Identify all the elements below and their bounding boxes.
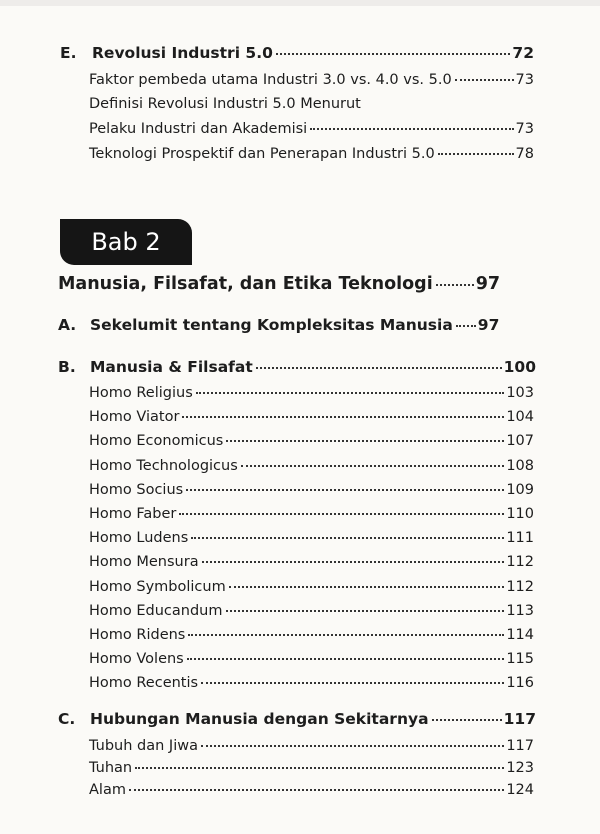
page-number: 112 [506,578,534,595]
dot-leader [438,153,514,155]
page-number: 104 [506,409,534,426]
entry-title: Definisi Revolusi Industri 5.0 Menurut [89,96,361,112]
entry-title: Homo Ridens [89,627,186,643]
page-number: 109 [506,481,534,498]
toc-section-a[interactable] [58,316,536,334]
toc-entry[interactable] [89,506,534,522]
dot-leader [455,79,514,81]
page-number: 107 [506,433,534,450]
section-title: Manusia & Filsafat [90,358,253,376]
toc-entry[interactable] [89,121,534,137]
toc-entry[interactable] [89,530,534,546]
toc-entry[interactable] [89,579,534,595]
dot-leader [201,745,504,747]
page-number: 97 [477,316,500,334]
toc-entry[interactable] [89,554,534,570]
page-number: 103 [506,385,534,401]
toc-entry[interactable] [89,782,534,798]
dot-leader [187,658,505,660]
toc-section-e[interactable] [60,44,534,62]
toc-entry[interactable] [89,603,534,619]
page-number: 110 [506,506,534,522]
toc-chapter[interactable] [58,274,536,294]
toc-entry[interactable] [89,675,534,691]
page-number: 114 [506,627,534,643]
toc-entry[interactable] [89,146,534,162]
toc-entry[interactable] [89,738,534,754]
toc-entry[interactable] [89,627,534,643]
page-number: 73 [515,121,534,137]
toc-section-c[interactable] [58,710,536,728]
dot-leader [202,561,505,563]
page-number: 124 [506,782,534,798]
page-number: 108 [506,457,534,474]
dot-leader [191,537,504,539]
toc-entry[interactable] [89,385,534,401]
page-number: 123 [506,760,534,776]
entry-title: Tubuh dan Jiwa [89,738,198,754]
toc-entry[interactable] [89,458,534,474]
dot-leader [276,53,511,55]
entry-title: Homo Technologicus [89,457,238,474]
page-top-edge [0,0,600,6]
dot-leader [196,392,505,394]
entry-title: Homo Mensura [89,554,199,571]
dot-leader [256,367,502,369]
section-title: Revolusi Industri 5.0 [92,44,273,62]
dot-leader [226,610,505,612]
dot-leader [456,325,476,327]
entry-title: Faktor pembeda utama Industri 3.0 vs. 4.0 vs. 5.0 [89,72,452,88]
section-letter: C. [58,710,76,728]
toc-entry[interactable] [89,72,534,88]
entry-title: Tuhan [89,760,133,776]
toc-entry[interactable] [89,651,534,667]
page-number: 72 [512,44,534,62]
entry-title: Homo Economicus [89,433,224,450]
entry-title: Homo Viator [89,409,180,426]
dot-leader [186,489,504,491]
entry-title: Homo Symbolicum [89,578,226,595]
page-number: 116 [506,675,534,692]
entry-title: Pelaku Industri dan Akademisi [89,121,308,137]
dot-leader [129,789,504,791]
dot-leader [179,513,504,515]
toc-entry[interactable] [89,482,534,498]
toc-entry-line1[interactable] [89,96,534,112]
dot-leader [310,128,513,130]
dot-leader [182,416,504,418]
entry-title: Homo Ludens [89,530,189,547]
section-letter: E. [60,44,77,62]
toc-entry[interactable] [89,760,534,776]
dot-leader [135,767,504,769]
page-number: 78 [515,146,534,162]
dot-leader [201,682,504,684]
page-number: 117 [506,738,534,754]
page-number: 111 [506,530,534,547]
page-number: 100 [503,358,536,376]
section-letter: B. [58,358,76,376]
entry-title: Homo Educandum [89,602,223,619]
page-number: 115 [506,651,534,668]
entry-title: Homo Religius [89,385,193,401]
dot-leader [188,634,504,636]
page-number: 73 [515,72,534,88]
dot-leader [229,586,505,588]
entry-title: Homo Recentis [89,675,199,692]
section-title: Sekelumit tentang Kompleksitas Manusia [90,316,453,334]
toc-section-b[interactable] [58,358,536,376]
entry-title: Homo Faber [89,506,177,522]
page-number: 112 [506,554,534,571]
section-title: Hubungan Manusia dengan Sekitarnya [90,710,429,728]
toc-entry[interactable] [89,433,534,449]
dot-leader [436,284,474,286]
dot-leader [241,465,505,467]
dot-leader [432,719,502,721]
entry-title: Homo Volens [89,651,184,668]
toc-entry[interactable] [89,409,534,425]
entry-title: Alam [89,782,126,798]
dot-leader [226,440,504,442]
chapter-badge: Bab 2 [60,219,192,265]
page-number: 117 [503,710,536,728]
page-number: 113 [506,602,534,619]
chapter-title: Manusia, Filsafat, dan Etika Teknologi [58,274,433,294]
entry-title: Homo Socius [89,481,184,498]
section-letter: A. [58,316,77,334]
entry-title: Teknologi Prospektif dan Penerapan Industri 5.0 [89,146,435,162]
page-number: 97 [475,274,501,294]
